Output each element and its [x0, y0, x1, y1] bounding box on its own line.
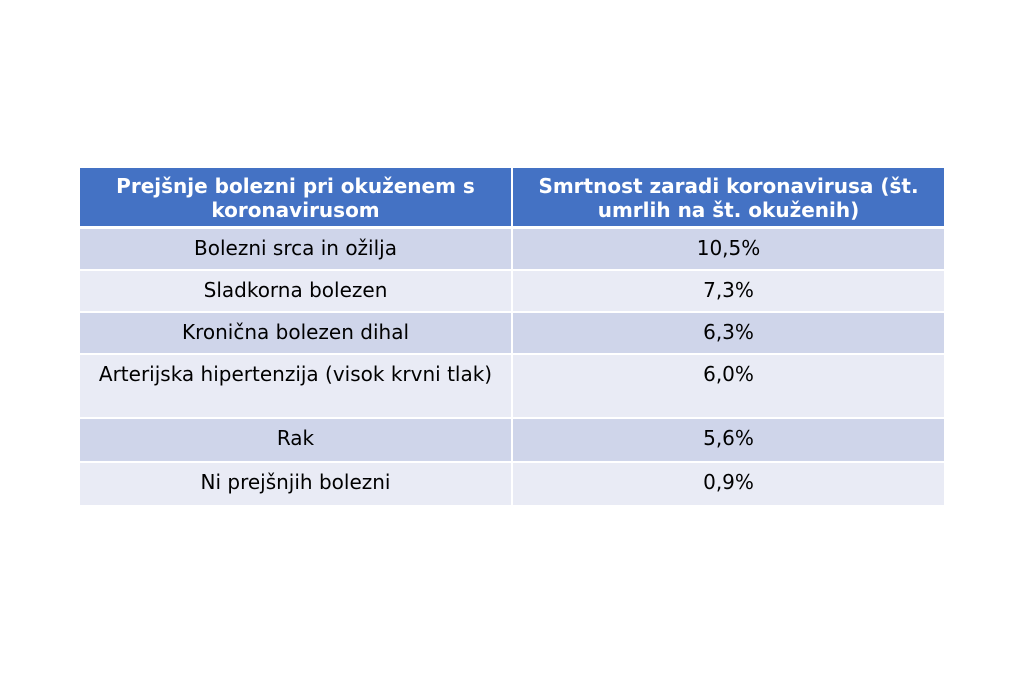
mortality-cell: 7,3% — [512, 270, 944, 312]
mortality-cell: 6,0% — [512, 354, 944, 418]
table-row — [80, 270, 944, 312]
table-header-row — [80, 168, 944, 228]
mortality-cell: 10,5% — [512, 228, 944, 270]
table-row — [80, 418, 944, 462]
condition-cell: Sladkorna bolezen — [80, 270, 512, 312]
condition-cell: Ni prejšnjih bolezni — [80, 462, 512, 506]
condition-cell: Rak — [80, 418, 512, 462]
condition-cell: Kronična bolezen dihal — [80, 312, 512, 354]
column-header-mortality: Smrtnost zaradi koronavirusa (št. umrlih na št. okuženih) — [512, 168, 944, 228]
mortality-cell: 0,9% — [512, 462, 944, 506]
mortality-table — [80, 168, 944, 507]
mortality-cell: 6,3% — [512, 312, 944, 354]
condition-cell: Bolezni srca in ožilja — [80, 228, 512, 270]
column-header-condition: Prejšnje bolezni pri okuženem s koronavirusom — [80, 168, 512, 228]
table-row — [80, 228, 944, 270]
mortality-cell: 5,6% — [512, 418, 944, 462]
table-row — [80, 312, 944, 354]
table-row — [80, 354, 944, 418]
condition-cell: Arterijska hipertenzija (visok krvni tlak) — [80, 354, 512, 418]
table-row — [80, 462, 944, 506]
